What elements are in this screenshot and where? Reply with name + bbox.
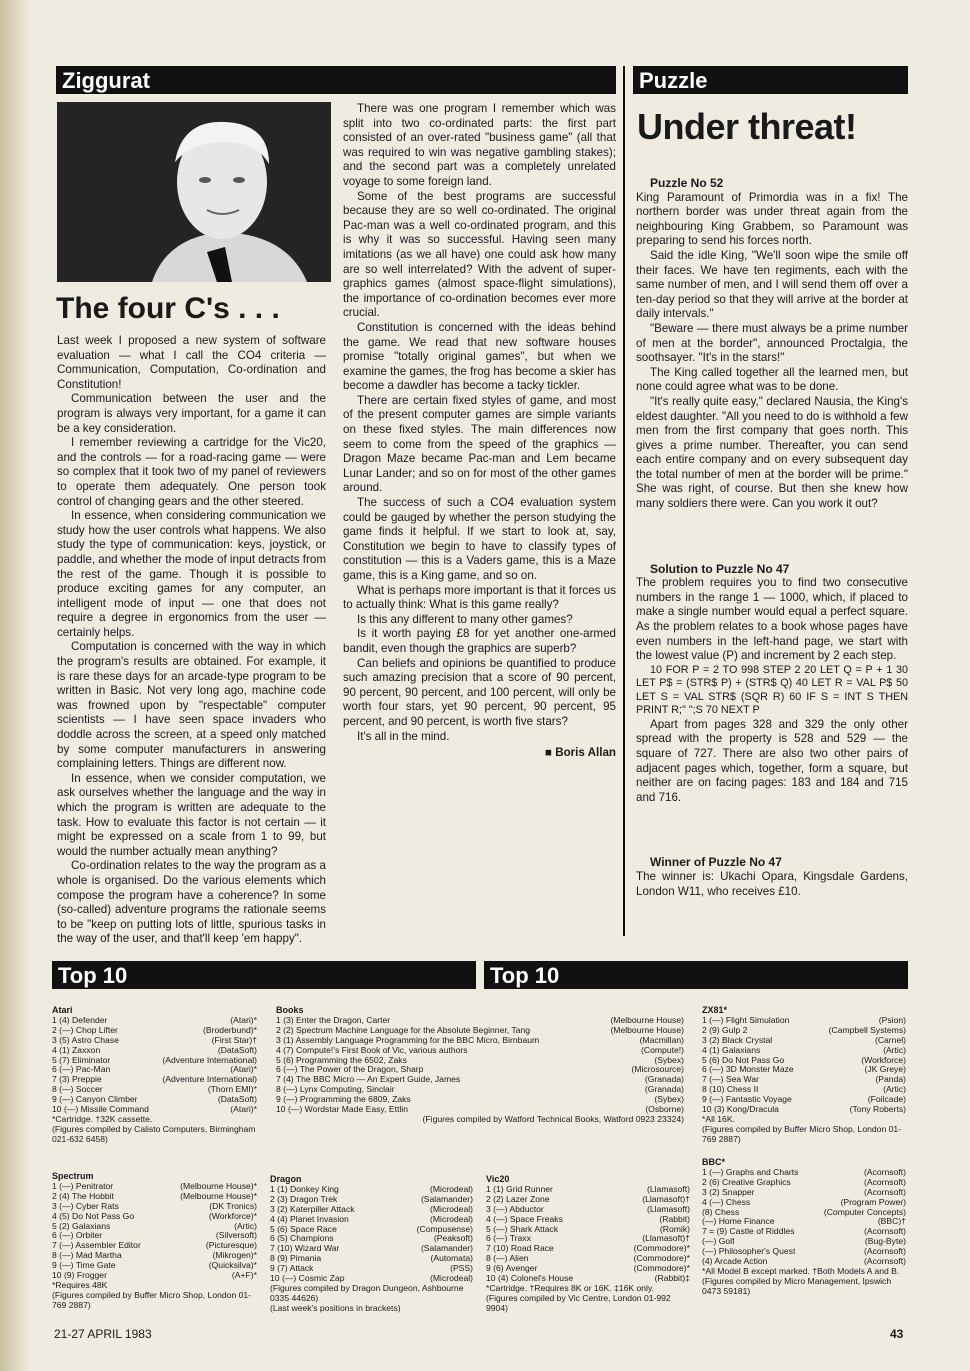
list-item: 4 (5) Do Not Pass Go (Workforce)* — [52, 1210, 257, 1221]
puzzle-number: Puzzle No 52 — [650, 176, 724, 190]
chart-note: (Figures compiled by Watford Technical Books, Watford 0923 23324) — [422, 1113, 684, 1124]
chart-note: (Figures compiled by Vic Centre, London 01-992 9904) — [486, 1292, 671, 1313]
list-item: 7 (—) Sea War (Panda) — [702, 1074, 906, 1085]
issue-date: 21-27 APRIL 1983 — [54, 1327, 152, 1341]
list-item: 5 (—) Shark Attack (Romik) — [486, 1223, 690, 1234]
list-item: 1 (—) Flight Simulation (Psion) — [702, 1014, 906, 1025]
paragraph: The success of such a CO4 evaluation system could be gauged by whether the person studying the game finds it helpful. If we start to look at, say, Constitution we begin to have to classify types of constitution — this is a Vaders game, this is a Maze game, this is a King game, and so on. — [343, 496, 616, 582]
paragraph: Said the idle King, "We'll soon wipe the smile off their faces. We have ten regiments, each with the same number of men, and I will send them off over a ten-day period so that they will arrive at the border at daily intervals." — [636, 248, 908, 321]
paragraph: Communication between the user and the program is always very important, for a game it can be a key consideration. — [57, 392, 326, 435]
paragraph: There are certain fixed styles of game, and most of the present computer games are simple variants on these fixed styles. The main differences now seem to come from the speed of the graphics — Dragon Maze became Pac-man and Lem became Lunar Lander; and so on for most of the other games around. — [343, 393, 616, 495]
chart-note: (Figures compiled by Buffer Micro Shop, London 01-769 2887) — [52, 1289, 252, 1310]
chart-atari — [52, 1006, 257, 1145]
list-item: 8 (10) Chess II (Artic) — [702, 1084, 906, 1095]
list-item: 7 (3) Preppie (Adventure International) — [52, 1074, 257, 1085]
chart-zx81 — [702, 1006, 906, 1145]
list-item: 6 (5) Champions (Peaksoft) — [270, 1233, 473, 1244]
list-item: 5 (6) Space Race (Compusense) — [270, 1223, 473, 1234]
list-item: (—) Philosopher's Quest (Acornsoft) — [702, 1246, 906, 1257]
list-item: 10 (—) Wordstar Made Easy, Ettlin (Osborne) — [276, 1104, 684, 1115]
puzzle-column — [636, 176, 908, 899]
paragraph: Constitution is concerned with the ideas behind the game. We read that new software houses promise "totally original games", but when we examine the games, the frog has become a skier has become a dawdler has become a tacky tickler. — [343, 320, 616, 393]
list-item: 4 (1) Galaxians (Artic) — [702, 1044, 906, 1055]
chart-books — [276, 1006, 684, 1125]
paragraph: It's all in the mind. — [357, 729, 450, 743]
list-item: 1 (3) Enter the Dragon, Carter (Melbourne House) — [276, 1014, 684, 1025]
list-item: 10 (9) Frogger (A+F)* — [52, 1270, 257, 1281]
list-item: 5 (6) Do Not Pass Go (Workforce) — [702, 1054, 906, 1065]
list-item: 7 (10) Wizard War (Salamander) — [270, 1243, 473, 1254]
winner-heading: Winner of Puzzle No 47 — [650, 855, 782, 870]
puzzle-headline: Under threat! — [637, 106, 857, 147]
list-item: 7 (4) The BBC Micro — An Expert Guide, James (Granada) — [276, 1074, 684, 1085]
author-photo — [57, 102, 331, 282]
list-item: 9 (—) Canyon Climber (DataSoft) — [52, 1094, 257, 1105]
list-item: 3 (2) Snapper (Acornsoft) — [702, 1186, 906, 1197]
list-item: 1 (—) Penitrator (Melbourne House)* — [52, 1180, 257, 1191]
list-item: (8) Chess (Computer Concepts) — [702, 1206, 906, 1217]
list-item: 9 (6) Avenger (Commodore)* — [486, 1263, 690, 1274]
list-item: 10 (4) Colonel's House (Rabbit)‡ — [486, 1273, 690, 1284]
list-item: 2 (3) Dragon Trek (Salamander) — [270, 1193, 473, 1204]
paragraph: Co-ordination relates to the way the program as a whole is organised. Do the various elements which compose the program have a coherence? In some (so-called) adventure programs the rationale seems to be "keep on putting lots of little, spurious tasks in the way of the user, and that'll keep 'em happy". — [57, 859, 326, 946]
ziggurat-column-2 — [343, 102, 616, 761]
chart-dragon — [270, 1175, 473, 1314]
list-item: 2 (6) Creative Graphics (Acornsoft) — [702, 1176, 906, 1187]
list-item: 2 (9) Gulp 2 (Campbell Systems) — [702, 1024, 906, 1035]
list-item: 6 (—) 3D Monster Maze (JK Greye) — [702, 1064, 906, 1075]
list-item: 5 (2) Galaxians (Artic) — [52, 1220, 257, 1231]
list-item: 7 = (9) Castle of Riddles (Acornsoft) — [702, 1226, 906, 1237]
list-item: 10 (—) Missile Command (Atari)* — [52, 1104, 257, 1115]
chart-spectrum — [52, 1172, 257, 1311]
paragraph: I remember reviewing a cartridge for the Vic20, and the controls — for a road-racing game — were so complex that it took two of my panel of reviewers to operate them adequately. One person took control of changing gears and the other steered. — [57, 436, 326, 508]
chart-note: (Last week's positions in brackets) — [270, 1302, 401, 1313]
list-item: 2 (—) Chop Lifter (Broderbund)* — [52, 1024, 257, 1035]
solution-heading: Solution to Puzzle No 47 — [650, 561, 790, 576]
chart-note: *Requires 48K — [52, 1279, 108, 1290]
list-item: 1 (1) Donkey King (Microdeal) — [270, 1183, 473, 1194]
list-item: 8 (—) Alien (Commodore)* — [486, 1253, 690, 1264]
paragraph: Is this any different to many other games? — [357, 612, 573, 626]
chart-note: *Cartridge. †32K cassette. — [52, 1113, 153, 1124]
list-item: 1 (1) Grid Runner (Llamasoft) — [486, 1183, 690, 1194]
list-item: 8 (—) Mad Martha (Mikrogen)* — [52, 1250, 257, 1261]
list-item: 4 (—) Space Freaks (Rabbit) — [486, 1213, 690, 1224]
paragraph: Some of the best programs are successful because they are so well co-ordinated. The original Pac-man was a well co-ordinated program, and this is why it was so successful. Having seen many imitations (as we all have) one could ask how many are so well interrelated? With the advent of super-graphics games (almost space-flight simulations), the importance of co-ordination becomes ever more crucial. — [343, 189, 616, 320]
chart-note: (Figures compiled by Dragon Dungeon, Ashbourne 0335 44626) — [270, 1282, 464, 1303]
author-byline — [343, 746, 616, 761]
chart-title: Dragon — [270, 1174, 302, 1184]
list-item: 7 (—) Assembler Editor (Picturesque) — [52, 1240, 257, 1251]
author-name: Boris Allan — [555, 746, 616, 760]
chart-title: Spectrum — [52, 1171, 94, 1181]
list-item: 8 (—) Soccer (Thorn EMI)* — [52, 1084, 257, 1095]
chart-note: *All 16K. — [702, 1113, 735, 1124]
list-item: 3 (5) Astro Chase (First Star)† — [52, 1034, 257, 1045]
paragraph: King Paramount of Primordia was in a fix! The northern border was under threat again from the neighbouring King Grabbem, so Paramount was preparing to send his forces north. — [636, 190, 908, 248]
paragraph: Last week I proposed a new system of software evaluation — what I call the CO4 criteria — Communication, Computation, Co-ordination and Constitution! — [57, 334, 326, 391]
list-item: 9 (7) Attack (PSS) — [270, 1263, 473, 1274]
list-item: 4 (—) Chess (Program Power) — [702, 1196, 906, 1207]
page-spine — [0, 0, 30, 1371]
chart-note: *Cartridge. †Requires 8K or 16K. ‡16K only. — [486, 1282, 654, 1293]
list-item: 1 (—) Graphs and Charts (Acornsoft) — [702, 1166, 906, 1177]
list-item: 1 (4) Defender (Atari)* — [52, 1014, 257, 1025]
column-divider — [623, 66, 625, 936]
list-item: 9 (—) Programming the 6809, Zaks (Sybex) — [276, 1094, 684, 1105]
chart-note: (Figures compiled by Micro Management, Ipswich 0473 59181) — [702, 1275, 892, 1296]
author-photo-image — [57, 102, 331, 282]
list-item: 8 (—) Lynx Computing, Sinclair (Granada) — [276, 1084, 684, 1095]
list-item: (—) Golf (Bug-Byte) — [702, 1236, 906, 1247]
paragraph: Apart from pages 328 and 329 the only other spread with the property is 528 and 529 — the square of 727. There are also two other pairs of adjacent pages which, together, form a square, but neither are on facing pages: 183 and 184 and 715 and 716. — [636, 717, 908, 804]
chart-vic20 — [486, 1175, 690, 1314]
ziggurat-headline: The four C's . . . — [56, 292, 280, 325]
paragraph: "It's really quite easy," declared Nausia, the King's eldest daughter. "All you need to do is withhold a few men from the first company that goes north. This gives a prime number. Thereafter, you can send each entire company and on every subsequent day the total number of men at the border will be prime." She was right, of course. But then she knew how many soldiers there were. Can you work it out? — [636, 394, 908, 511]
chart-bbc — [702, 1158, 906, 1297]
list-item: 4 (4) Planet Invasion (Microdeal) — [270, 1213, 473, 1224]
paragraph: The King called together all the learned men, but none could agree what was to be done. — [636, 365, 908, 394]
page-number: 43 — [890, 1327, 904, 1341]
list-item: (—) Home Finance (BBC)† — [702, 1216, 906, 1227]
paragraph: Can beliefs and opinions be quantified to produce such amazing precision that a score of 90 percent, 90 percent, 90 percent, and 100 percent, will only be worth four stars, yet 90 percent, 90 percent, 95 percent, and 90 percent, is worth five stars? — [343, 656, 616, 728]
paragraph: Is it worth paying £8 for yet another one-armed bandit, even though the graphics are superb? — [343, 627, 616, 655]
paragraph: Computation is concerned with the way in which the program's results are obtained. For example, it is rare these days for an arcade-type program to be written in Basic. Not very long ago, machine code was frowned upon by "respectable" computer scientists — I have seen space invaders who doddle across the screen, at a speed only matched by some computer manufacturers in answering complaining letters. Things are different now. — [57, 640, 326, 771]
list-item: 6 (—) Traxx (Llamasoft)† — [486, 1233, 690, 1244]
paragraph: The problem requires you to find two consecutive numbers in the range 1 — 1000, which, if placed to make a single number would equal a perfect square. As the problem relates to a book whose pages have even numbers in the left-hand page, we start with the lowest value (P) and increment by 2 each step. — [636, 576, 908, 663]
top10-banner-right: Top 10 — [484, 961, 908, 989]
list-item: 9 (—) Fantastic Voyage (Foilcade) — [702, 1094, 906, 1105]
list-item: 10 (—) Cosmic Zap (Microdeal) — [270, 1273, 473, 1284]
list-item: 3 (2) Katerpiller Attack (Microdeal) — [270, 1203, 473, 1214]
list-item: 6 (—) Orbiter (Silversoft) — [52, 1230, 257, 1241]
list-item: 4 (1) Zaxxon (DataSoft) — [52, 1044, 257, 1055]
chart-note: *All Model B except marked. †Both Models A and B. — [702, 1265, 900, 1276]
ziggurat-column-1 — [57, 334, 326, 947]
list-item: 3 (—) Abductor (Llamasoft) — [486, 1203, 690, 1214]
paragraph: There was one program I remember which was split into two co-ordinated parts: the first part consisted of an over-rated "business game" (all that was required to win was negative gambling stakes); and the second part was a completely unrelated voyage to some foreign land. — [343, 102, 616, 188]
paragraph: The winner is: Ukachi Opara, Kingsdale Gardens, London W11, who receives £10. — [636, 869, 908, 898]
chart-note: (Figures compiled by Calisto Computers, Birmingham 021-632 6458) — [52, 1123, 256, 1144]
list-item: 4 (7) Compute!'s First Book of Vic, various authors (Compute!) — [276, 1044, 684, 1055]
top10-banner-left: Top 10 — [52, 961, 476, 989]
list-item: 6 (—) The Power of the Dragon, Sharp (Microsource) — [276, 1064, 684, 1075]
list-item: 5 (6) Programming the 6502, Zaks (Sybex) — [276, 1054, 684, 1065]
chart-title: BBC* — [702, 1157, 726, 1167]
basic-code: 10 FOR P = 2 TO 998 STEP 2 20 LET Q = P + 1 30 LET P$ = (STR$ P) + (STR$ Q) 40 LET R = VAL P$ 50 LET S = VAL STR$ (SQR R) 60 IF S = INT S THEN PRINT R;" ";S 70 NEXT P — [636, 663, 908, 717]
paragraph: In essence, when we consider computation, we ask ourselves whether the language and the way in which the program is written are adequate to the task. How to evaluate this factor is not certain — it might be expressed on a scale from 1 to 99, but would the number actually mean anything? — [57, 771, 326, 858]
list-item: 2 (2) Lazer Zone (Llamasoft)† — [486, 1193, 690, 1204]
list-item: 8 (9) Pimania (Automata) — [270, 1253, 473, 1264]
list-item: 10 (3) Kong/Dracula (Tony Roberts) — [702, 1104, 906, 1115]
chart-note: (Figures compiled by Buffer Micro Shop, London 01-769 2887) — [702, 1123, 902, 1144]
list-item: 3 (2) Black Crystal (Carnel) — [702, 1034, 906, 1045]
list-item: 2 (2) Spectrum Machine Language for the Absolute Beginner, Tang (Melbourne House) — [276, 1024, 684, 1035]
list-item: (4) Arcade Action (Acornsoft) — [702, 1256, 906, 1267]
list-item: 3 (1) Assembly Language Programming for the BBC Micro, Birnbaum (Macmillan) — [276, 1034, 684, 1045]
paragraph: "Beware — there must always be a prime number of men at the border", announced Proctalgia, the soothsayer. "It's in the stars!" — [636, 321, 908, 365]
list-item: 2 (4) The Hobbit (Melbourne House)* — [52, 1190, 257, 1201]
list-item: 3 (—) Cyber Rats (DK Tronics) — [52, 1200, 257, 1211]
chart-title: Books — [276, 1005, 304, 1015]
chart-title: ZX81* — [702, 1005, 728, 1015]
paragraph: In essence, when considering communication we study how the user controls what happens. We also study the type of communication: keys, joystick, or paddle, and whether the mode of input detracts from the rest of the game. Though it is possible to produce exciting games for any computer, an intelligent mode of input — one that does not require a degree in ergonomics from the user — certainly helps. — [57, 509, 326, 639]
chart-title: Atari — [52, 1005, 73, 1015]
chart-title: Vic20 — [486, 1174, 510, 1184]
paragraph: What is perhaps more important is that it forces us to actually think: What is this game really? — [343, 583, 616, 612]
list-item: 7 (10) Road Race (Commodore)* — [486, 1243, 690, 1254]
end-mark-icon: ■ — [544, 746, 556, 760]
puzzle-banner: Puzzle — [633, 66, 908, 94]
list-item: 5 (7) Eliminator (Adventure International) — [52, 1054, 257, 1065]
ziggurat-banner: Ziggurat — [56, 66, 616, 94]
list-item: 6 (—) Pac-Man (Atari)* — [52, 1064, 257, 1075]
list-item: 9 (—) Time Gate (Quicksilva)* — [52, 1260, 257, 1271]
